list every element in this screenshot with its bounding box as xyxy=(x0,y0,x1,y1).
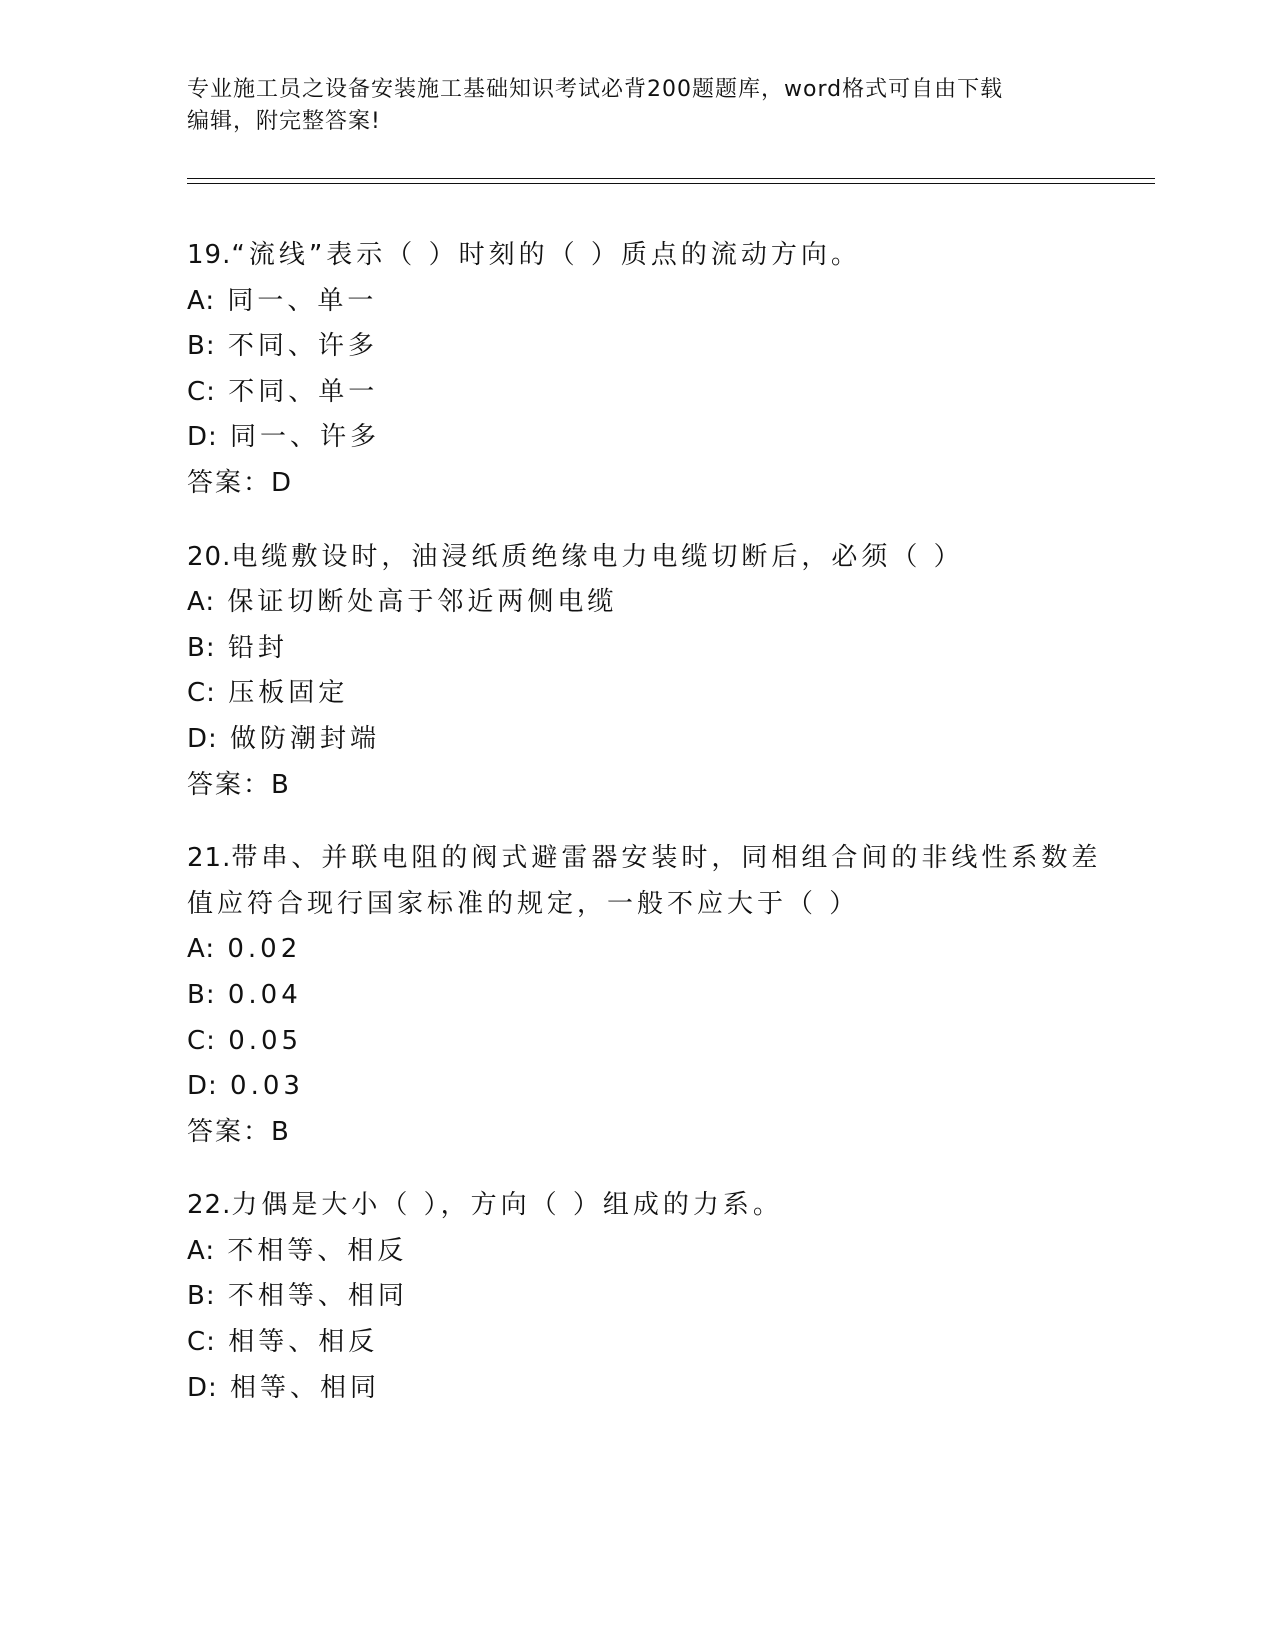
option-text: 不相等、相同 xyxy=(227,1281,408,1312)
option-text: 不相等、相反 xyxy=(227,1235,408,1266)
option-c xyxy=(187,1320,1087,1366)
option-d xyxy=(187,717,1087,763)
option-letter: C: xyxy=(187,376,216,407)
option-a xyxy=(187,580,1087,626)
option-letter: D: xyxy=(187,1372,218,1403)
question-number: 19. xyxy=(187,240,232,270)
option-letter: D: xyxy=(187,1071,218,1102)
option-c xyxy=(187,671,1087,717)
option-letter: D: xyxy=(187,723,218,754)
question-22 xyxy=(187,1183,1087,1411)
question-number: 20. xyxy=(187,541,232,572)
question-stem xyxy=(187,535,1087,581)
option-letter: B: xyxy=(187,979,216,1010)
option-letter: B: xyxy=(187,632,216,663)
answer-line xyxy=(187,763,1087,809)
answer-line xyxy=(187,461,1087,507)
answer-value: B xyxy=(271,1116,291,1147)
option-a xyxy=(187,927,1087,973)
option-text: 同一、许多 xyxy=(230,422,381,453)
question-21 xyxy=(187,836,1102,1155)
option-text: 0.05 xyxy=(228,1025,303,1056)
option-letter: A: xyxy=(187,587,216,618)
header-divider-top xyxy=(187,178,1155,179)
header-divider-bottom xyxy=(187,183,1155,184)
option-d xyxy=(187,415,1087,461)
option-letter: A: xyxy=(187,934,216,965)
option-b xyxy=(187,973,1087,1019)
option-letter: B: xyxy=(187,1281,216,1312)
option-d xyxy=(187,1366,1087,1412)
option-text: 铅封 xyxy=(227,632,288,663)
question-number: 21. xyxy=(187,843,232,874)
option-text: 做防潮封端 xyxy=(230,723,381,754)
answer-label: 答案： xyxy=(187,1116,272,1147)
header-title-line-2: 编辑，附完整答案! xyxy=(187,109,381,134)
option-text: 保证切断处高于邻近两侧电缆 xyxy=(227,587,618,618)
answer-label: 答案： xyxy=(187,769,272,800)
option-letter: D: xyxy=(187,422,218,453)
option-text: 不同、单一 xyxy=(228,376,379,407)
question-19 xyxy=(187,233,1087,507)
option-letter: A: xyxy=(187,1235,216,1266)
question-stem-text: 力偶是大小（ ），方向（ ）组成的力系。 xyxy=(231,1190,783,1221)
option-text: 0.03 xyxy=(230,1071,304,1102)
option-text: 不同、许多 xyxy=(227,331,378,362)
question-stem xyxy=(187,1183,1087,1229)
document-header xyxy=(187,74,1067,138)
question-number: 22. xyxy=(187,1190,232,1221)
answer-line xyxy=(187,1110,1087,1156)
option-b xyxy=(187,626,1087,672)
question-20 xyxy=(187,535,1087,809)
option-letter: C: xyxy=(187,1327,216,1358)
question-stem-text: “流线”表示（ ）时刻的（ ）质点的流动方向。 xyxy=(231,240,861,270)
option-c xyxy=(187,1019,1087,1065)
option-text: 相等、相反 xyxy=(228,1327,379,1358)
option-a xyxy=(187,1229,1087,1275)
option-letter: A: xyxy=(187,285,216,316)
option-letter: B: xyxy=(187,331,216,362)
option-d xyxy=(187,1064,1087,1110)
question-stem xyxy=(187,233,1087,279)
option-a xyxy=(187,279,1087,325)
option-b xyxy=(187,1274,1087,1320)
option-text: 同一、单一 xyxy=(227,285,378,316)
question-stem-text: 电缆敷设时，油浸纸质绝缘电力电缆切断后，必须（ ） xyxy=(231,541,964,572)
question-stem-text: 值应符合现行国家标准的规定，一般不应大于（ ） xyxy=(187,888,860,919)
answer-label: 答案： xyxy=(187,467,272,498)
option-b xyxy=(187,324,1087,370)
question-stem-continued xyxy=(187,882,1087,928)
option-letter: C: xyxy=(187,1025,216,1056)
question-list xyxy=(187,233,1102,1439)
answer-value: B xyxy=(271,769,291,800)
answer-value: D xyxy=(271,467,294,498)
option-c xyxy=(187,370,1087,416)
option-text: 压板固定 xyxy=(228,678,349,709)
question-stem-text: 带串、并联电阻的阀式避雷器安装时，同相组合间的非线性系数差 xyxy=(231,843,1102,874)
header-title-line-1: 专业施工员之设备安装施工基础知识考试必背200题题库，word格式可自由下载 xyxy=(187,77,1004,102)
option-text: 相等、相同 xyxy=(230,1372,381,1403)
option-letter: C: xyxy=(187,678,216,709)
option-text: 0.04 xyxy=(227,979,302,1010)
option-text: 0.02 xyxy=(227,934,302,965)
question-stem xyxy=(187,836,1102,882)
